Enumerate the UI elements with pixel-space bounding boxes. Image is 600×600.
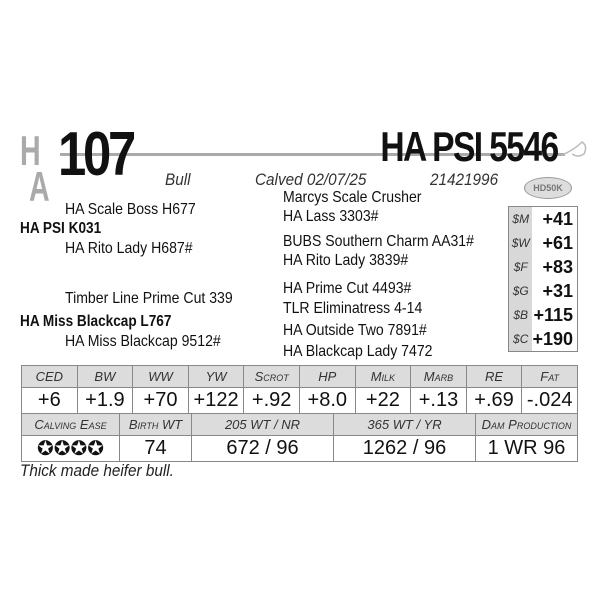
index-table (508, 206, 578, 352)
sex: Bull (165, 170, 191, 189)
animal-name: HA PSI 5546 (380, 123, 558, 170)
epd-header: CED (22, 366, 78, 388)
registration-number: 21421996 (430, 170, 499, 189)
index-label: $G (509, 279, 533, 303)
sire-dam: HA Rito Lady H687# (65, 240, 193, 257)
index-label: $F (509, 255, 533, 279)
index-value: +190 (532, 328, 573, 349)
index-value: +115 (533, 304, 573, 325)
dam: HA Miss Blackcap L767 (20, 313, 172, 330)
epd-value: -.024 (522, 388, 578, 414)
index-value: +31 (542, 280, 573, 301)
epd-value: +70 (133, 388, 189, 414)
perf-header: Calving Ease (22, 414, 120, 436)
index-value: +41 (542, 208, 573, 229)
index-label: $B (509, 303, 533, 327)
performance-table (21, 413, 578, 462)
pedigree-gen3: HA Lass 3303# (283, 208, 379, 225)
hd50k-badge: HD50K (524, 177, 572, 199)
perf-header: 365 WT / YR (334, 414, 476, 436)
epd-value: +122 (188, 388, 244, 414)
rope-icon (560, 138, 590, 160)
index-value: +61 (542, 232, 573, 253)
pedigree-gen3: HA Rito Lady 3839# (283, 252, 409, 269)
index-label: $C (509, 327, 533, 352)
sire-sire: HA Scale Boss H677 (65, 201, 196, 218)
perf-header: Birth WT (120, 414, 192, 436)
index-value: +83 (542, 256, 573, 277)
epd-header: HP (299, 366, 355, 388)
epd-value: +8.0 (299, 388, 355, 414)
perf-value: 672 / 96 (192, 436, 334, 462)
epd-header: RE (466, 366, 522, 388)
perf-value: 74 (120, 436, 192, 462)
pedigree-gen3: BUBS Southern Charm AA31# (283, 233, 474, 250)
comment: Thick made heifer bull. (20, 461, 174, 480)
lot-number: 107 (58, 120, 133, 189)
pedigree-gen3: TLR Eliminatress 4-14 (283, 300, 423, 317)
epd-header: YW (188, 366, 244, 388)
calving-ease-stars: ✪✪✪✪ (22, 436, 120, 462)
dam-sire: Timber Line Prime Cut 339 (65, 290, 233, 307)
epd-header: Scrot (244, 366, 300, 388)
sire: HA PSI K031 (20, 220, 102, 237)
lot-card: H A 107 HA PSI 5546 Bull Calved 02/07/25 21421996 HD50K HA Scale Boss H677 HA PSI K031 HA Rito Lady H687# Timber Line Prime Cut 339 HA Miss Blackcap L767 HA Miss Blackcap 9512# Marcys Scale Crusher HA Lass 3303# BUBS Southern Charm AA31# HA Rito Lady 3839# HA Prime Cut 4493# TLR Eliminatress 4-14 HA Outside Two 7891# HA Blackcap Lady 7472 $M +41 $W +61 $F +83 $G +31 $B +115 $C +190 CED BW WW YW Scrot HP Milk Marb RE Fat +6 +1.9 +70 +122 +.92 +8.0 +22 +.13 +.69 -.024 Calving Ease Birth WT 205 WT / NR 365 WT / YR Dam Production ✪✪✪✪ 74 672 / 96 1262 / 96 1 WR 96 Thick made heifer bull. (0, 0, 600, 600)
epd-header: Milk (355, 366, 411, 388)
pedigree-gen3: HA Blackcap Lady 7472 (283, 343, 433, 360)
index-label: $W (509, 231, 533, 255)
epd-table (21, 365, 578, 414)
dam-dam: HA Miss Blackcap 9512# (65, 333, 221, 350)
epd-value: +.13 (411, 388, 467, 414)
pedigree-gen3: HA Prime Cut 4493# (283, 280, 412, 297)
index-label: $M (509, 207, 533, 232)
pedigree-gen3: HA Outside Two 7891# (283, 322, 427, 339)
epd-header: Marb (411, 366, 467, 388)
epd-value: +.69 (466, 388, 522, 414)
perf-value: 1 WR 96 (476, 436, 578, 462)
calved-date: Calved 02/07/25 (255, 170, 367, 189)
perf-value: 1262 / 96 (334, 436, 476, 462)
epd-header: WW (133, 366, 189, 388)
epd-value: +.92 (244, 388, 300, 414)
epd-header: BW (77, 366, 133, 388)
epd-header: Fat (522, 366, 578, 388)
epd-value: +22 (355, 388, 411, 414)
epd-value: +6 (22, 388, 78, 414)
perf-header: 205 WT / NR (192, 414, 334, 436)
epd-value: +1.9 (77, 388, 133, 414)
perf-header: Dam Production (476, 414, 578, 436)
pedigree-gen3: Marcys Scale Crusher (283, 189, 422, 206)
